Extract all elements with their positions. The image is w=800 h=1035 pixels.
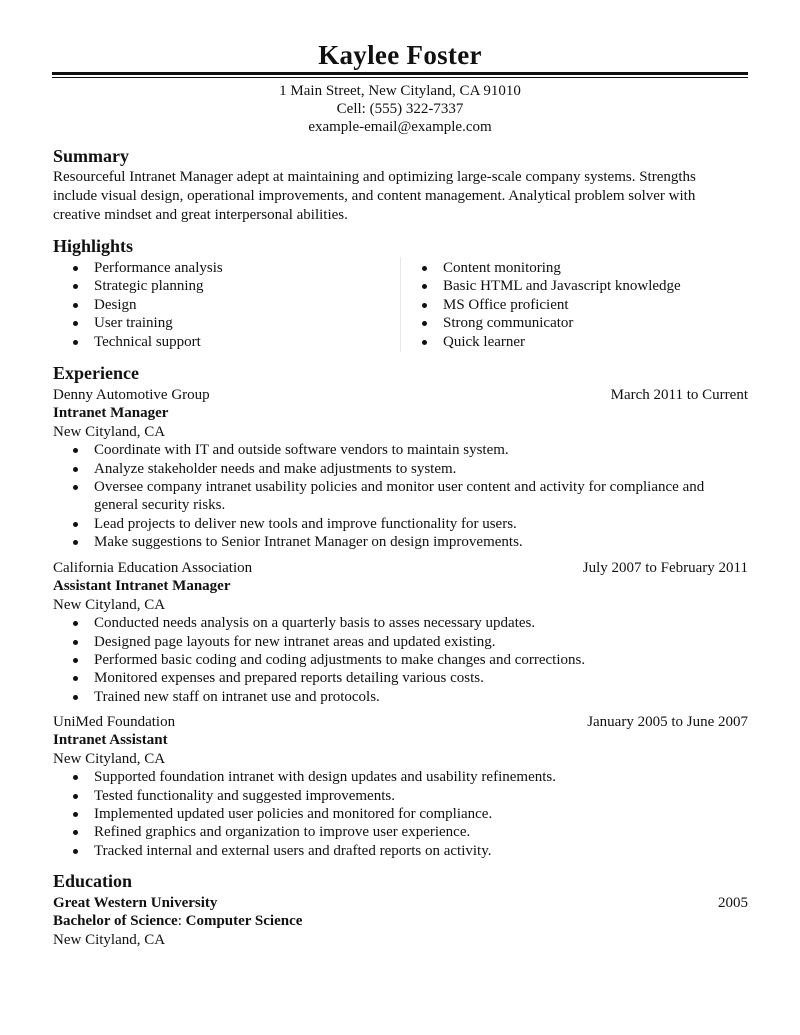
job-bullet: Monitored expenses and prepared reports detailing various costs. xyxy=(53,669,748,687)
job-bullet: Supported foundation intranet with design updates and usability refinements. xyxy=(53,768,748,786)
job-dates: July 2007 to February 2011 xyxy=(582,560,748,576)
contact-block xyxy=(0,82,800,136)
job-bullets xyxy=(53,614,748,706)
job-title: Assistant Intranet Manager xyxy=(53,578,231,595)
highlight-item: MS Office proficient xyxy=(403,296,748,314)
summary-heading: Summary xyxy=(53,146,129,166)
highlight-item: User training xyxy=(54,314,394,332)
job-bullet: Performed basic coding and coding adjustments to make changes and corrections. xyxy=(53,651,748,669)
job-entry xyxy=(53,386,748,552)
job-location: New Cityland, CA xyxy=(53,423,166,440)
experience-heading: Experience xyxy=(53,363,139,383)
job-bullet: Tested functionality and suggested improvements. xyxy=(53,787,748,805)
job-bullet-line: Oversee company intranet usability policies and monitor user content and activity for compliance and xyxy=(94,479,705,496)
address: 1 Main Street, New Cityland, CA 91010 xyxy=(279,83,521,99)
job-bullet-continuation: general security risks. xyxy=(94,497,226,514)
job-entry xyxy=(53,559,748,706)
phone: Cell: (555) 322-7337 xyxy=(336,101,464,117)
highlights-list-left xyxy=(54,259,394,351)
school-name: Great Western University xyxy=(53,895,218,911)
job-bullet: Coordinate with IT and outside software vendors to maintain system. xyxy=(53,441,748,459)
job-dates: January 2005 to June 2007 xyxy=(587,714,748,730)
header-rule-thick xyxy=(52,72,748,75)
candidate-name: Kaylee Foster xyxy=(318,40,482,70)
job-bullet: Designed page layouts for new intranet areas and updated existing. xyxy=(53,633,748,651)
highlight-item: Technical support xyxy=(54,333,394,351)
job-location: New Cityland, CA xyxy=(53,596,166,613)
degree-separator: : xyxy=(177,913,186,930)
summary-line: creative mindset and great interpersonal abilities. xyxy=(53,207,348,223)
job-title: Intranet Assistant xyxy=(53,732,168,749)
highlights-list-right xyxy=(403,259,748,351)
job-bullet: Lead projects to deliver new tools and improve functionality for users. xyxy=(53,515,748,533)
highlight-item: Strategic planning xyxy=(54,277,394,295)
job-company: California Education Association xyxy=(53,560,253,576)
highlight-item: Performance analysis xyxy=(54,259,394,277)
job-bullets xyxy=(53,768,748,860)
job-bullet: Refined graphics and organization to improve user experience. xyxy=(53,823,748,841)
email: example-email@example.com xyxy=(308,119,492,135)
highlights-column-divider xyxy=(400,257,401,352)
job-location: New Cityland, CA xyxy=(53,750,166,767)
highlight-item: Content monitoring xyxy=(403,259,748,277)
job-bullet: Tracked internal and external users and drafted reports on activity. xyxy=(53,842,748,860)
summary-text xyxy=(53,168,753,225)
education-entry xyxy=(53,894,748,949)
header-rule-thin xyxy=(52,77,748,78)
field-of-study: Computer Science xyxy=(185,913,303,930)
job-bullets xyxy=(53,441,748,551)
job-title: Intranet Manager xyxy=(53,405,169,422)
job-bullet: Make suggestions to Senior Intranet Manager on design improvements. xyxy=(53,533,748,551)
education-heading: Education xyxy=(53,871,133,891)
job-bullet xyxy=(53,478,748,515)
job-dates: March 2011 to Current xyxy=(610,387,748,403)
degree: Bachelor of Science xyxy=(53,913,178,930)
degree-line xyxy=(53,912,748,930)
highlight-item: Basic HTML and Javascript knowledge xyxy=(403,277,748,295)
summary-line: Resourceful Intranet Manager adept at maintaining and optimizing large-scale company systems. Strengths xyxy=(53,169,696,185)
job-company: Denny Automotive Group xyxy=(53,387,210,403)
highlight-item: Design xyxy=(54,296,394,314)
job-bullet: Conducted needs analysis on a quarterly basis to asses necessary updates. xyxy=(53,614,748,632)
job-bullet: Implemented updated user policies and monitored for compliance. xyxy=(53,805,748,823)
graduation-year: 2005 xyxy=(718,895,748,911)
job-bullet: Analyze stakeholder needs and make adjustments to system. xyxy=(53,460,748,478)
job-company: UniMed Foundation xyxy=(53,714,176,730)
summary-line: include visual design, operational improvements, and content management. Analytical problem solver with xyxy=(53,188,696,204)
highlights-heading: Highlights xyxy=(53,236,134,256)
highlight-item: Strong communicator xyxy=(403,314,748,332)
education-location: New Cityland, CA xyxy=(53,931,166,948)
job-bullet: Trained new staff on intranet use and protocols. xyxy=(53,688,748,706)
highlight-item: Quick learner xyxy=(403,333,748,351)
job-entry xyxy=(53,713,748,860)
